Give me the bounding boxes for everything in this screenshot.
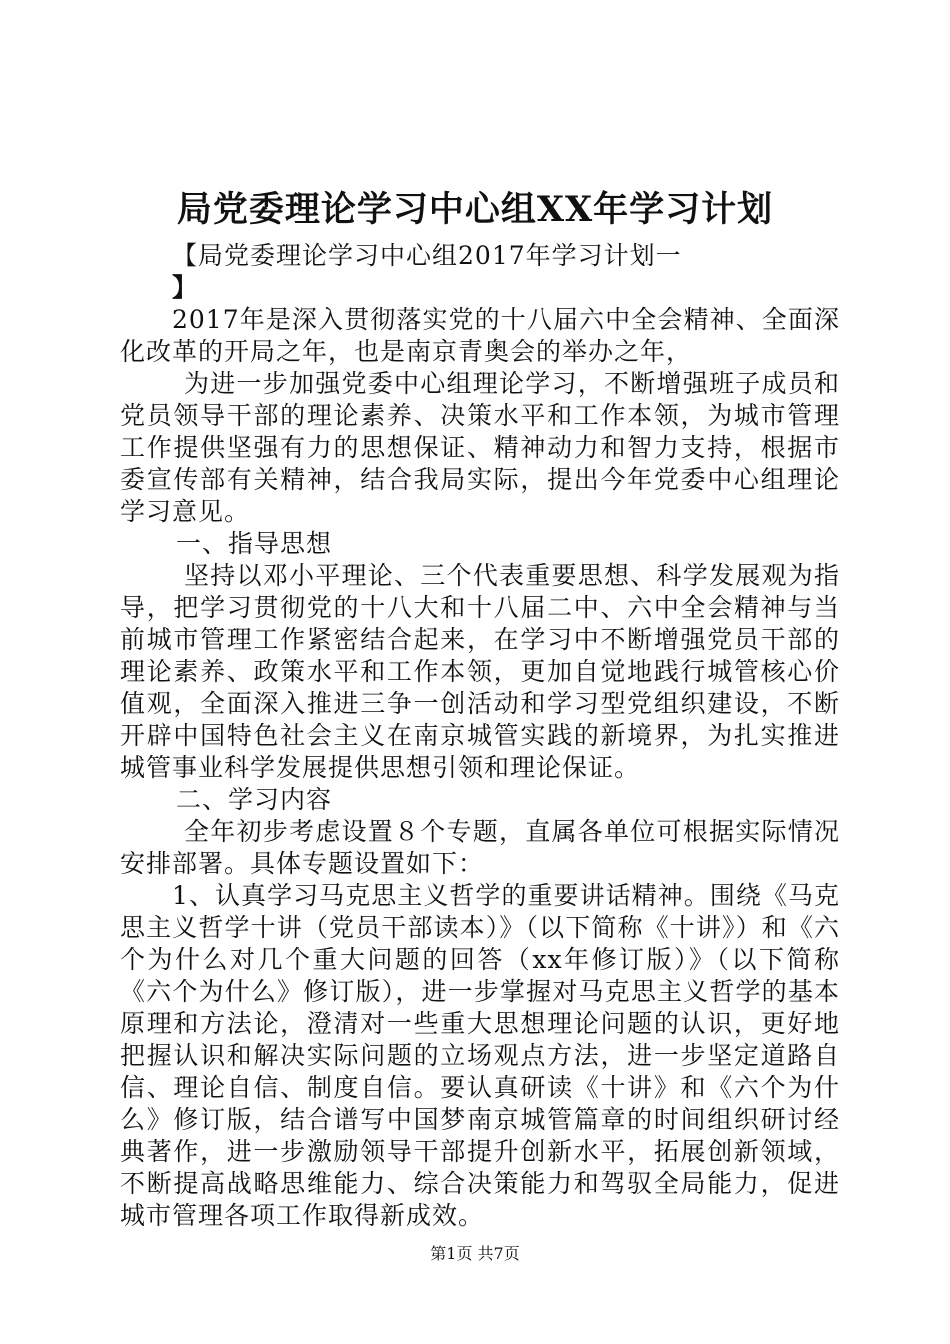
paragraph-topic-1: 1、认真学习马克思主义哲学的重要讲话精神。围绕《马克思主义哲学十讲（党员干部读本）》（以下简称《十讲》）和《六个为什么对几个重大问题的回答（xx年修订版）》（以下简称《六个为什么》修订版），进一步掌握对马克思主义哲学的基本原理和方法论，澄清对一些重大思想理论问题的认识，更好地把握认识和解决实际问题的立场观点方法，进一步坚定道路自信、理论自信、制度自信。要认真研读《十讲》和《六个为什么》修订版，结合谱写中国梦南京城管篇章的时间组织研讨经典著作，进一步激励领导干部提升创新水平，拓展创新领域，不断提高战略思维能力、综合决策能力和驾驭全局能力，促进城市管理各项工作取得新成效。 [120, 881, 840, 1230]
page-footer: 第1页 共7页 [430, 1244, 520, 1263]
section-heading-guiding-thought: 一、指导思想 [176, 529, 333, 558]
paragraph-intro: 2017年是深入贯彻落实党的十八届六中全会精神、全面深化改革的开局之年，也是南京青奥会的举办之年， [120, 305, 840, 366]
subtitle-closing-bracket: 】 [172, 273, 199, 302]
document-subtitle: 【局党委理论学习中心组2017年学习计划一 [172, 241, 682, 270]
document-body [120, 240, 840, 1232]
section-heading-study-content: 二、学习内容 [176, 785, 333, 814]
document-title: 局党委理论学习中心组XX年学习计划 [176, 189, 774, 230]
paragraph-study-content: 全年初步考虑设置８个专题，直属各单位可根据实际情况安排部署。具体专题设置如下： [120, 817, 840, 878]
paragraph-purpose: 为进一步加强党委中心组理论学习，不断增强班子成员和党员领导干部的理论素养、决策水平和工作本领，为城市管理工作提供坚强有力的思想保证、精神动力和智力支持，根据市委宣传部有关精神，结合我局实际，提出今年党委中心组理论学习意见。 [120, 369, 840, 526]
paragraph-guiding-thought: 坚持以邓小平理论、三个代表重要思想、科学发展观为指导，把学习贯彻党的十八大和十八届二中、六中全会精神与当前城市管理工作紧密结合起来，在学习中不断增强党员干部的理论素养、政策水平和工作本领，更加自觉地践行城管核心价值观，全面深入推进三争一创活动和学习型党组织建设，不断开辟中国特色社会主义在南京城管实践的新境界，为扎实推进城管事业科学发展提供思想引领和理论保证。 [120, 561, 840, 782]
